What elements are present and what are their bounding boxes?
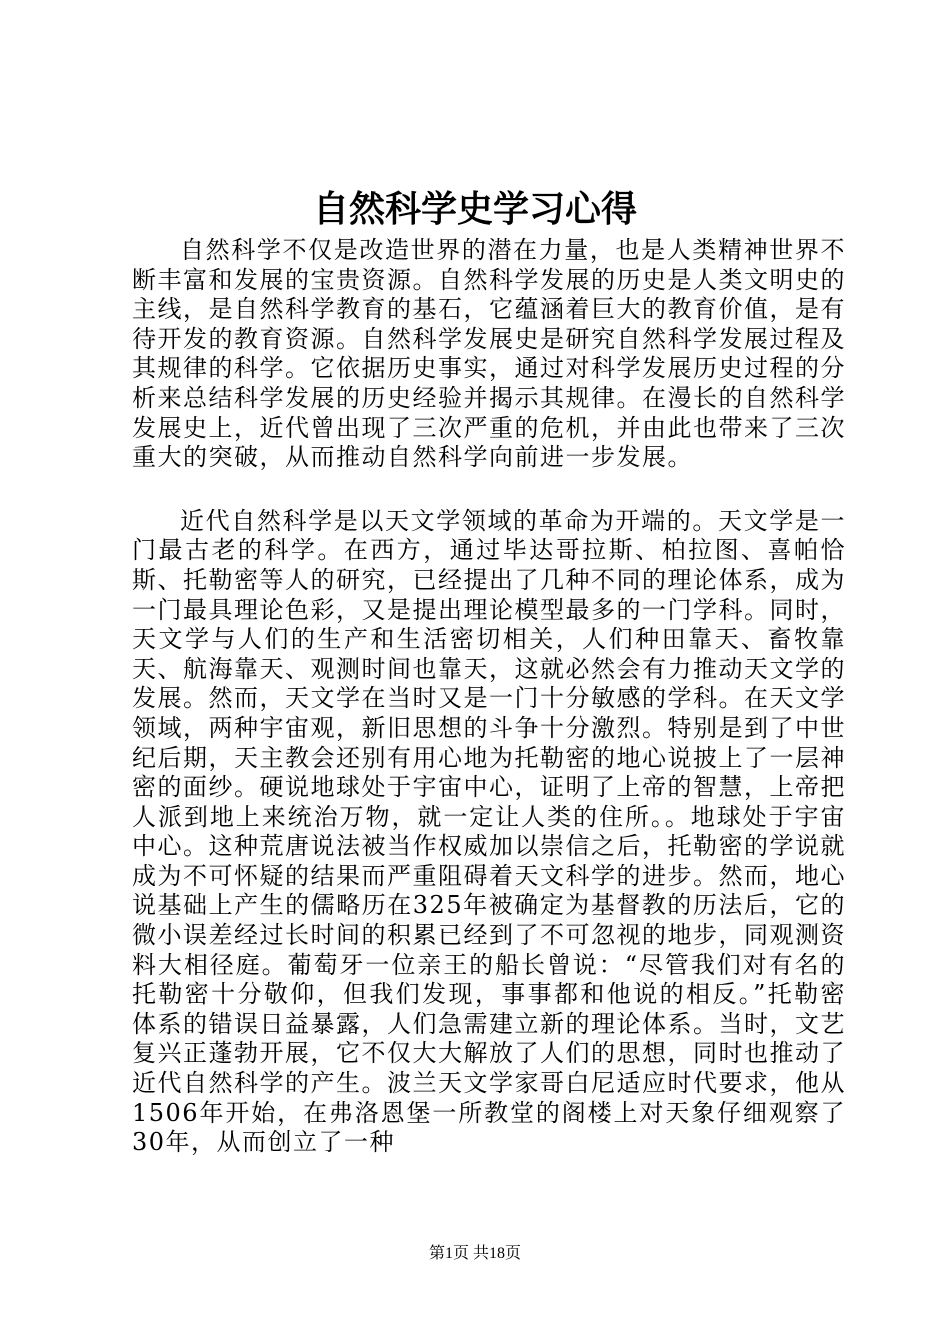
document-body bbox=[132, 236, 846, 1158]
page-number: 第1页 共18页 bbox=[428, 1245, 521, 1262]
document-title: 自然科学史学习心得 bbox=[312, 189, 637, 230]
paragraph-intro: 自然科学不仅是改造世界的潜在力量，也是人类精神世界不断丰富和发展的宝贵资源。自然科学发展的历史是人类文明史的主线，是自然科学教育的基石，它蕴涵着巨大的教育价值，是有待开发的教育资源。自然科学发展史是研究自然科学发展过程及其规律的科学。它依据历史事实，通过对科学发展历史过程的分析来总结科学发展的历史经验并揭示其规律。在漫长的自然科学发展史上，近代曾出现了三次严重的危机，并由此也带来了三次重大的突破，从而推动自然科学向前进一步发展。 bbox=[132, 236, 846, 472]
page-footer bbox=[0, 1243, 950, 1265]
paragraph-astronomy: 近代自然科学是以天文学领域的革命为开端的。天文学是一门最古老的科学。在西方，通过毕达哥拉斯、柏拉图、喜帕恰斯、托勒密等人的研究，已经提出了几种不同的理论体系，成为一门最具理论色彩，又是提出理论模型最多的一门学科。同时，天文学与人们的生产和生活密切相关，人们种田靠天、畜牧靠天、航海靠天、观测时间也靠天，这就必然会有力推动天文学的发展。然而，天文学在当时又是一门十分敏感的学科。在天文学领域，两种宇宙观，新旧思想的斗争十分激烈。特别是到了中世纪后期，天主教会还别有用心地为托勒密的地心说披上了一层神密的面纱。硬说地球处于宇宙中心，证明了上帝的智慧，上帝把人派到地上来统治万物，就一定让人类的住所。。地球处于宇宙中心。这种荒唐说法被当作权威加以崇信之后，托勒密的学说就成为不可怀疑的结果而严重阻碍着天文科学的进步。然而，地心说基础上产生的儒略历在325年被确定为基督教的历法后，它的微小误差经过长时间的积累已经到了不可忽视的地步，同观测资料大相径庭。葡萄牙一位亲王的船长曾说：“尽管我们对有名的托勒密十分敬仰，但我们发现，事事都和他说的相反。”托勒密体系的错误日益暴露，人们急需建立新的理论体系。当时，文艺复兴正蓬勃开展，它不仅大大解放了人们的思想，同时也推动了近代自然科学的产生。波兰天文学家哥白尼适应时代要求，他从1506年开始，在弗洛恩堡一所教堂的阁楼上对天象仔细观察了30年，从而创立了一种 bbox=[132, 506, 846, 1157]
